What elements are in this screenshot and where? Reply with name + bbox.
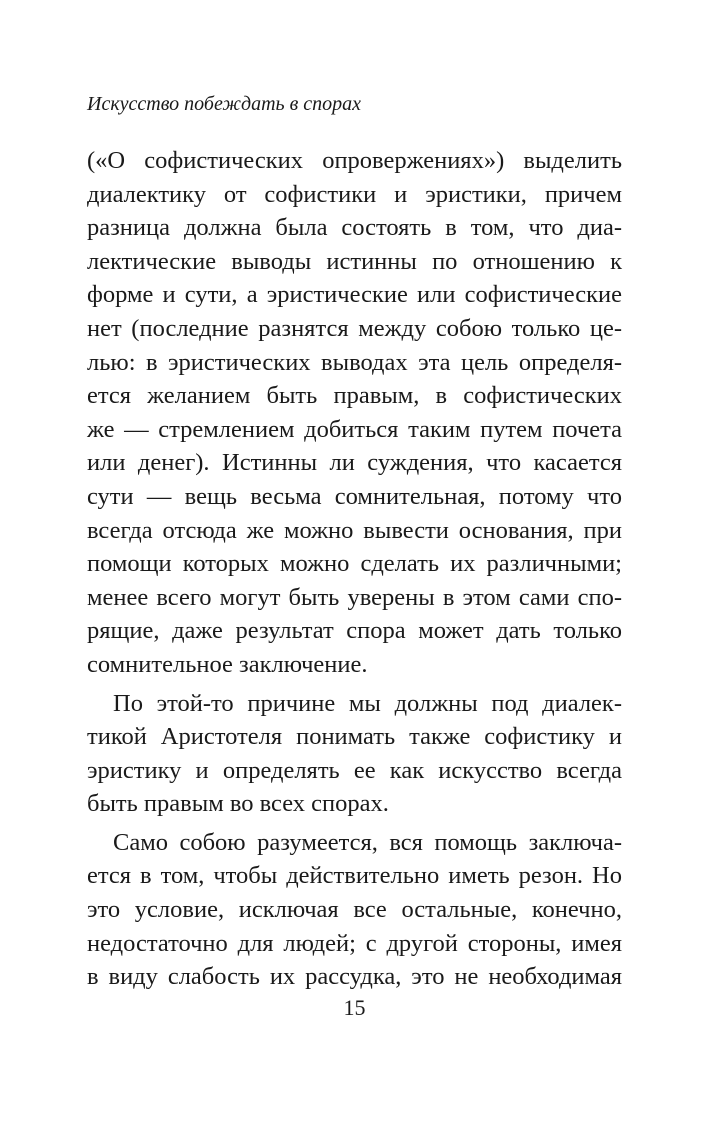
text-line: разница должна была состоять в том, что диа- [87, 214, 622, 242]
text-line: («О софистических опровержениях») выделить [87, 147, 622, 174]
text-line: По этой-то причине мы должны под диалек- [113, 689, 622, 717]
text-line: эристику и определять ее как искусство всегда [87, 756, 622, 784]
text-line: форме и сути, а эристические или софистические [87, 281, 622, 309]
page-number: 15 [343, 995, 366, 1020]
text-line: помощи которых можно сделать их различными; [87, 550, 622, 578]
text-line: быть правым во всех спорах. [87, 790, 389, 818]
text-line: сомнительное заключение. [87, 650, 368, 678]
paragraph-1 [87, 144, 622, 682]
paragraph-2 [87, 687, 622, 821]
text-line: менее всего могут быть уверены в этом сами спо- [87, 583, 622, 611]
text-line: в виду слабость их рассудка, это не необходимая [87, 963, 622, 991]
text-line: диалектику от софистики и эристики, причем [87, 180, 622, 208]
text-line: недостаточно для людей; с другой стороны, имея [87, 929, 622, 957]
text-line: или денег). Истинны ли суждения, что касается [87, 449, 622, 477]
text-line: ется желанием быть правым, в софистических [87, 382, 622, 410]
text-line: нет (последние разнятся между собою только це- [87, 314, 622, 342]
text-line: тикой Аристотеля понимать также софистику и [87, 723, 622, 751]
paragraph-3 [87, 826, 622, 994]
body-text [87, 144, 622, 994]
text-line: лектические выводы истинны по отношению к [87, 247, 622, 275]
text-line: это условие, исключая все остальные, конечно, [87, 896, 622, 924]
text-line: лью: в эристических выводах эта цель определя- [87, 348, 622, 376]
text-line: сути — вещь весьма сомнительная, потому что [87, 482, 622, 510]
text-line: ется в том, чтобы действительно иметь резон. Но [87, 862, 622, 890]
running-head: Искусство побеждать в спорах [87, 93, 362, 115]
text-line: рящие, даже результат спора может дать только [87, 617, 622, 645]
text-line: же — стремлением добиться таким путем почета [87, 415, 622, 443]
text-line: всегда отсюда же можно вывести основания, при [87, 516, 622, 544]
text-line: Само собою разумеется, вся помощь заключа- [113, 828, 622, 856]
